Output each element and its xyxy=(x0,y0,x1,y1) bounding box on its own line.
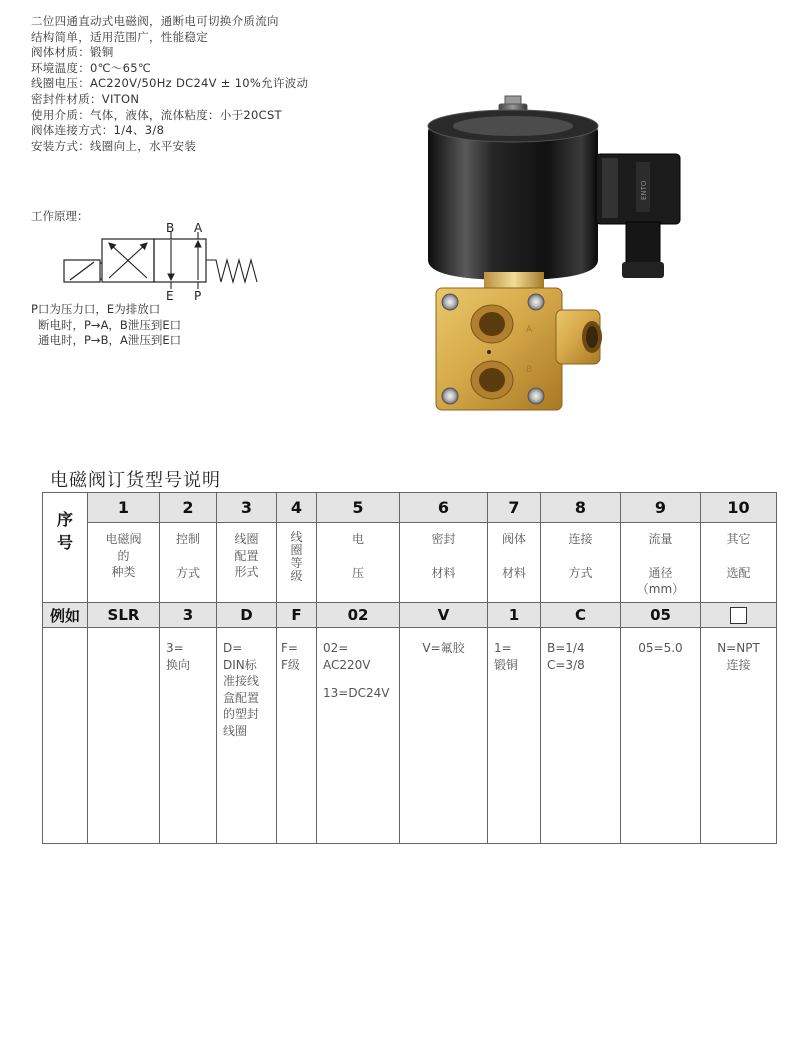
col-label: 其它 选配 xyxy=(701,523,777,603)
detail-cell: 3= 换向 xyxy=(160,628,217,844)
detail-cell xyxy=(43,628,88,844)
col-label: 线圈 配置 形式 xyxy=(217,523,277,603)
col-number: 4 xyxy=(277,493,317,523)
col-number: 10 xyxy=(701,493,777,523)
example-option-box xyxy=(701,603,777,628)
valve-symbol-diagram xyxy=(58,220,268,306)
spec-line: 结构简单，适用范围广，性能稳定 xyxy=(31,29,208,44)
detail-cell: D= DIN标 准接线 盒配置 的塑封 线圈 xyxy=(217,628,277,844)
empty-checkbox-icon xyxy=(730,607,747,624)
example-row xyxy=(43,603,777,628)
detail-cell xyxy=(88,628,160,844)
detail-cell: V=氟胶 xyxy=(400,628,488,844)
detail-cell: 02= AC220V 13=DC24V xyxy=(317,628,400,844)
principle-title: 工作原理： xyxy=(31,209,89,223)
port-e-label: E xyxy=(166,289,174,302)
port-a-label: A xyxy=(194,221,203,235)
col-label: 连接 方式 xyxy=(541,523,621,603)
spec-line: 环境温度：0℃～65℃ xyxy=(31,60,152,75)
example-code: D xyxy=(217,603,277,628)
spec-line: 二位四通直动式电磁阀，通断电可切换介质流向 xyxy=(31,14,279,28)
col-number: 2 xyxy=(160,493,217,523)
col-number: 6 xyxy=(400,493,488,523)
col-number: 7 xyxy=(488,493,541,523)
note-line: 断电时，P→A，B泄压到E口 xyxy=(38,317,182,332)
example-code: 02 xyxy=(317,603,400,628)
port-b-label: B xyxy=(166,221,175,235)
detail-cell: N=NPT 连接 xyxy=(701,628,777,844)
detail-cell: 05=5.0 xyxy=(621,628,701,844)
connector-mark: ENTO xyxy=(640,180,648,200)
example-code: F xyxy=(277,603,317,628)
spec-line: 安装方式：线圈向上，水平安装 xyxy=(31,138,197,153)
example-code: SLR xyxy=(88,603,160,628)
example-label: 例如 xyxy=(43,603,88,628)
col-label: 密封 材料 xyxy=(400,523,488,603)
body-mark-a: A xyxy=(526,325,533,335)
spec-line: 密封件材质：VITON xyxy=(31,91,140,106)
detail-row xyxy=(43,628,777,844)
col-label: 电磁阀 的 种类 xyxy=(88,523,160,603)
spec-line: 线圈电压：AC220V/50Hz DC24V ± 10%允许波动 xyxy=(31,76,309,91)
order-section-title: 电磁阀订货型号说明 xyxy=(50,470,221,491)
spec-list xyxy=(31,14,308,154)
solenoid-valve-photo xyxy=(410,92,690,426)
col-label: 流量 通径 （mm） xyxy=(621,523,701,603)
spec-line: 使用介质：气体，液体，流体粘度：小于20CST xyxy=(31,107,282,122)
example-code: 05 xyxy=(621,603,701,628)
col-label: 阀体 材料 xyxy=(488,523,541,603)
spring-symbol xyxy=(206,260,257,282)
col-label: 控制 方式 xyxy=(160,523,217,603)
number-row xyxy=(43,493,777,523)
note-line: P口为压力口，E为排放口 xyxy=(31,302,161,316)
port-p-label: P xyxy=(194,289,202,302)
col-number: 8 xyxy=(541,493,621,523)
principle-notes xyxy=(31,302,181,349)
example-code: V xyxy=(400,603,488,628)
col-label: 线 圈 等 级 xyxy=(277,523,317,603)
example-code: 3 xyxy=(160,603,217,628)
col-number: 5 xyxy=(317,493,400,523)
body-mark-b: B xyxy=(526,365,533,375)
note-line: 通电时，P→B，A泄压到E口 xyxy=(38,333,182,347)
example-code: C xyxy=(541,603,621,628)
label-row xyxy=(43,523,777,603)
col-number: 9 xyxy=(621,493,701,523)
spec-line: 阀体连接方式：1/4、3/8 xyxy=(31,123,165,138)
order-code-table xyxy=(42,492,777,844)
detail-cell: B=1/4 C=3/8 xyxy=(541,628,621,844)
example-code: 1 xyxy=(488,603,541,628)
detail-cell: 1= 锻铜 xyxy=(488,628,541,844)
col-number: 3 xyxy=(217,493,277,523)
col-number: 1 xyxy=(88,493,160,523)
col-label: 电 压 xyxy=(317,523,400,603)
seq-header: 序 号 xyxy=(43,493,88,603)
spec-line: 阀体材质：锻铜 xyxy=(31,45,114,60)
detail-cell: F= F级 xyxy=(277,628,317,844)
